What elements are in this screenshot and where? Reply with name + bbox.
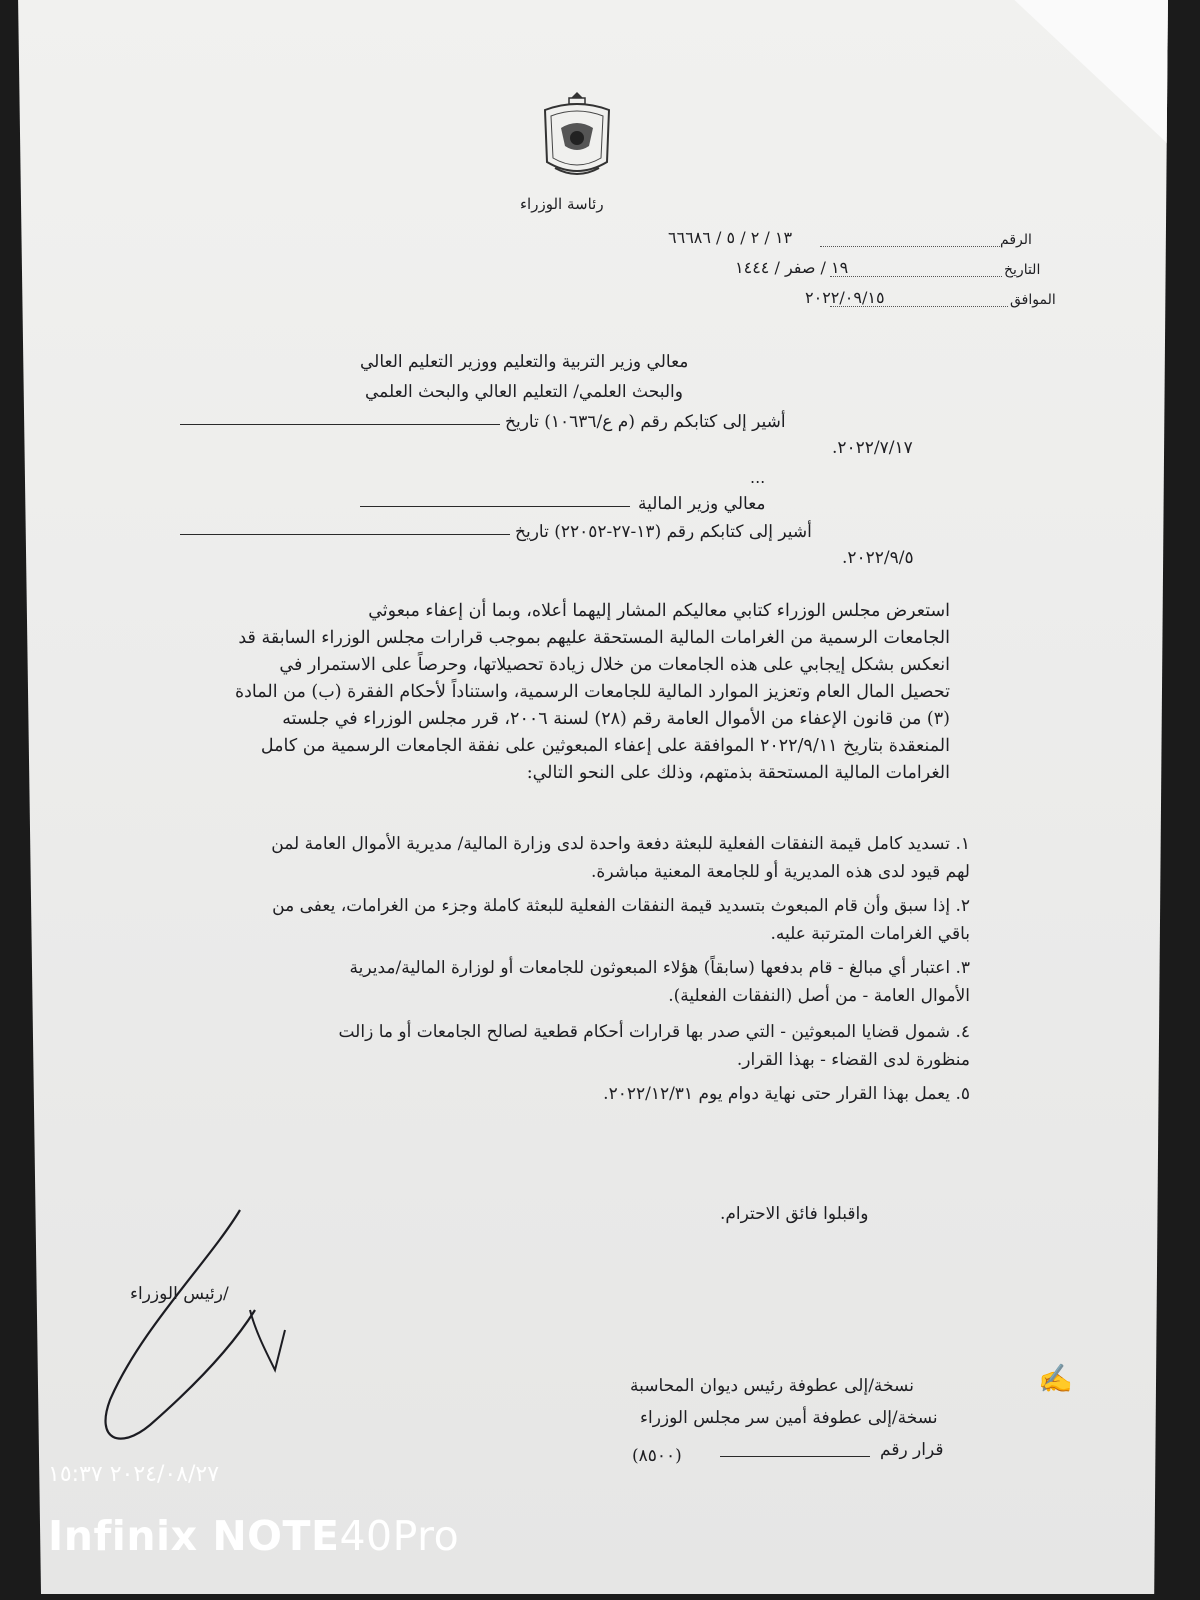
handwritten-signature-icon [80,1200,340,1460]
addressee-2-title-underline [360,506,630,507]
body-line: المنعقدة بتاريخ ٢٠٢٢/٩/١١ الموافقة على إعفاء المبعوثين على نفقة الجامعات الرسمية من كامل [260,736,950,756]
decision-item-3 [140,954,970,1010]
copy-line-2: نسخة/إلى عطوفة أمين سر مجلس الوزراء [640,1408,938,1428]
camera-model: NOTE [212,1512,340,1560]
addressee-2-title: معالي وزير المالية [638,494,766,514]
decision-number-value: (٨٥٠٠) [632,1446,682,1466]
decision-item-4 [140,1018,970,1074]
decision-item-line: منظورة لدى القضاء - بهذا القرار. [736,1050,970,1070]
body-line: (٣) من قانون الإعفاء من الأموال العامة رقم (٢٨) لسنة ٢٠٠٦، قرر مجلس الوزراء في جلسته [282,709,950,729]
signatory-title: /رئيس الوزراء [130,1284,229,1304]
closing-phrase: واقبلوا فائق الاحترام. [720,1204,869,1224]
separator-dots: ... [750,468,766,487]
decision-item-line: ٢. إذا سبق وأن قام المبعوث بتسديد قيمة النفقات الفعلية للبعثة كاملة وجزء من الغرامات، يعفى من [272,896,970,916]
letterhead-caption: رئاسة الوزراء [520,195,604,213]
decision-item-line: ٤. شمول قضايا المبعوثين - التي صدر بها قرارات أحكام قطعية لصالح الجامعات أو ما زالت [338,1022,970,1042]
body-paragraph [150,598,950,787]
body-line: انعكس بشكل إيجابي على هذه الجامعات من خلال زيادة تحصيلاتها، وحرصاً على الاستمرار في [279,655,950,675]
addressee-1-reference-date: ٢٠٢٢/٧/١٧. [832,438,913,458]
addressee-1-title-line2: والبحث العلمي/ التعليم العالي والبحث العلمي [365,382,683,402]
addressee-1-underline [180,424,500,425]
body-line: استعرض مجلس الوزراء كتابي معاليكم المشار إليهما أعلاه، وبما أن إعفاء مبعوثي [368,601,950,621]
camera-timestamp: ٢٠٢٤/٠٨/٢٧ ١٥:٣٧ [48,1462,220,1487]
reference-number-value: ١٣ / ٢ / ٥ / ٦٦٦٨٦ [668,228,793,247]
body-line: الغرامات المالية المستحقة بذمتهم، وذلك على النحو التالي: [526,763,950,783]
reference-corresponding-label: الموافق [1010,292,1056,308]
decision-number-underline [720,1456,870,1457]
camera-model-suffix: 40Pro [339,1512,460,1560]
decision-item-line: باقي الغرامات المترتبة عليه. [770,924,970,944]
reference-number-label: الرقم [1000,232,1032,248]
reference-date-dots [830,276,1002,277]
reference-date-label: التاريخ [1004,262,1041,278]
handwritten-initials-icon: ✍ [1038,1362,1073,1395]
decision-item-line: ٣. اعتبار أي مبالغ - قام بدفعها (سابقاً) هؤلاء المبعوثون للجامعات أو لوزارة المالية/مديرية [349,958,970,978]
addressee-2-reference-date: ٢٠٢٢/٩/٥. [842,548,914,568]
addressee-1-title-line1: معالي وزير التربية والتعليم ووزير التعليم العالي [360,352,689,372]
decision-item-5 [140,1080,970,1108]
addressee-1-reference: أشير إلى كتابكم رقم (م ع/١٠٦٣٦) تاريخ [505,412,786,432]
copy-line-1: نسخة/إلى عطوفة رئيس ديوان المحاسبة [630,1376,914,1396]
decision-item-1 [140,830,970,886]
body-line: الجامعات الرسمية من الغرامات المالية المستحقة عليهم بموجب قرارات مجلس الوزراء السابقة قد [238,628,950,648]
decision-item-line: ١. تسديد كامل قيمة النفقات الفعلية للبعثة دفعة واحدة لدى وزارة المالية/ مديرية الأموال العامة لمن [271,834,970,854]
reference-date-value: ١٩ / صفر / ١٤٤٤ [735,258,849,277]
decision-number-label: قرار رقم [880,1440,944,1460]
jordan-coat-of-arms-icon [535,88,619,184]
decision-item-line: الأموال العامة - من أصل (النفقات الفعلية). [668,986,970,1006]
paper-folded-corner [1008,0,1168,144]
decision-item-line: ٥. يعمل بهذا القرار حتى نهاية دوام يوم ٢٠٢٢/١٢/٣١. [603,1084,970,1104]
addressee-2-underline [180,534,510,535]
decision-item-line: لهم قيود لدى هذه المديرية أو للجامعة المعنية مباشرة. [591,862,970,882]
camera-brand-watermark [48,1512,459,1560]
body-line: تحصيل المال العام وتعزيز الموارد المالية للجامعات الرسمية، واستناداً لأحكام الفقرة (ب) من المادة [234,682,950,702]
camera-brand: Infinix [48,1512,198,1560]
reference-number-dots [820,246,1000,247]
decision-item-2 [140,892,970,948]
addressee-2-reference: أشير إلى كتابكم رقم (١٣-٢٧-٢٢٠٥٢) تاريخ [515,522,812,542]
reference-corresponding-value: ٢٠٢٢/٠٩/١٥ [805,288,885,307]
